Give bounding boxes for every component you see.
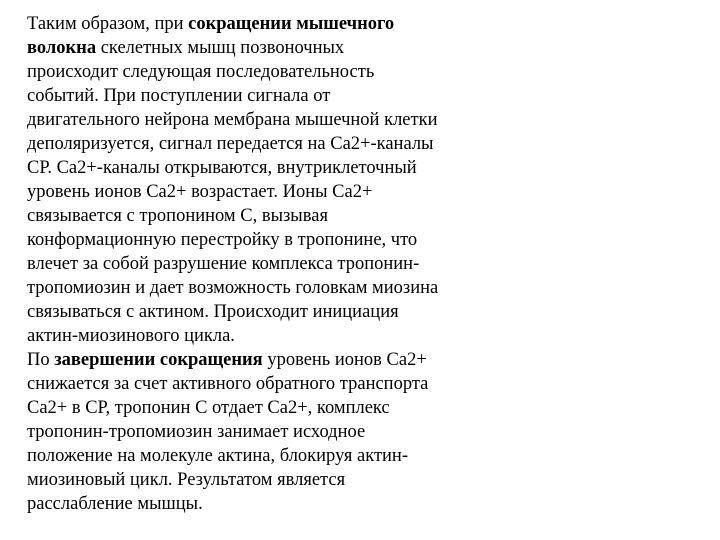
text-line: тропомиозин и дает возможность головкам миозина (27, 278, 439, 298)
text-line: Са2+ в СР, тропонин С отдает Са2+, комплекс (27, 398, 390, 418)
text-line: связываться с актином. Происходит инициация (27, 302, 399, 322)
paragraph-relaxation (27, 348, 497, 516)
bold-term: волокна (27, 38, 97, 58)
text-line: влечет за собой разрушение комплекса тропонин- (27, 254, 420, 274)
text-line (27, 348, 497, 372)
text-line: СР. Са2+-каналы открываются, внутриклеточный (27, 158, 417, 178)
bold-term: сокращении мышечного (188, 14, 395, 34)
text-line: происходит следующая последовательность (27, 62, 375, 82)
text-run: Таким образом, при (27, 14, 189, 34)
text-line: положение на молекуле актина, блокируя актин- (27, 446, 408, 466)
bold-term: завершении сокращения (54, 350, 263, 370)
text-line: двигательного нейрона мембрана мышечной клетки (27, 110, 438, 130)
text-run: скелетных мышц позвоночных (96, 38, 345, 58)
text-line: деполяризуется, сигнал передается на Са2+-каналы (27, 134, 434, 154)
text-run: уровень ионов Са2+ (262, 350, 427, 370)
text-line (27, 12, 497, 36)
text-line: тропонин-тропомиозин занимает исходное (27, 422, 366, 442)
text-line: связывается с тропонином С, вызывая (27, 206, 328, 226)
text-line: конформационную перестройку в тропонине, что (27, 230, 418, 250)
text-line: миозиновый цикл. Результатом является (27, 470, 346, 490)
text-line (27, 36, 497, 60)
text-line: актин-миозинового цикла. (27, 326, 235, 346)
text-line: снижается за счет активного обратного транспорта (27, 374, 429, 394)
text-line: расслабление мышцы. (27, 494, 203, 514)
paragraph-contraction (27, 12, 497, 348)
body-text (27, 12, 497, 516)
text-line: уровень ионов Са2+ возрастает. Ионы Са2+ (27, 182, 373, 202)
text-line: событий. При поступлении сигнала от (27, 86, 331, 106)
text-run: По (27, 350, 55, 370)
